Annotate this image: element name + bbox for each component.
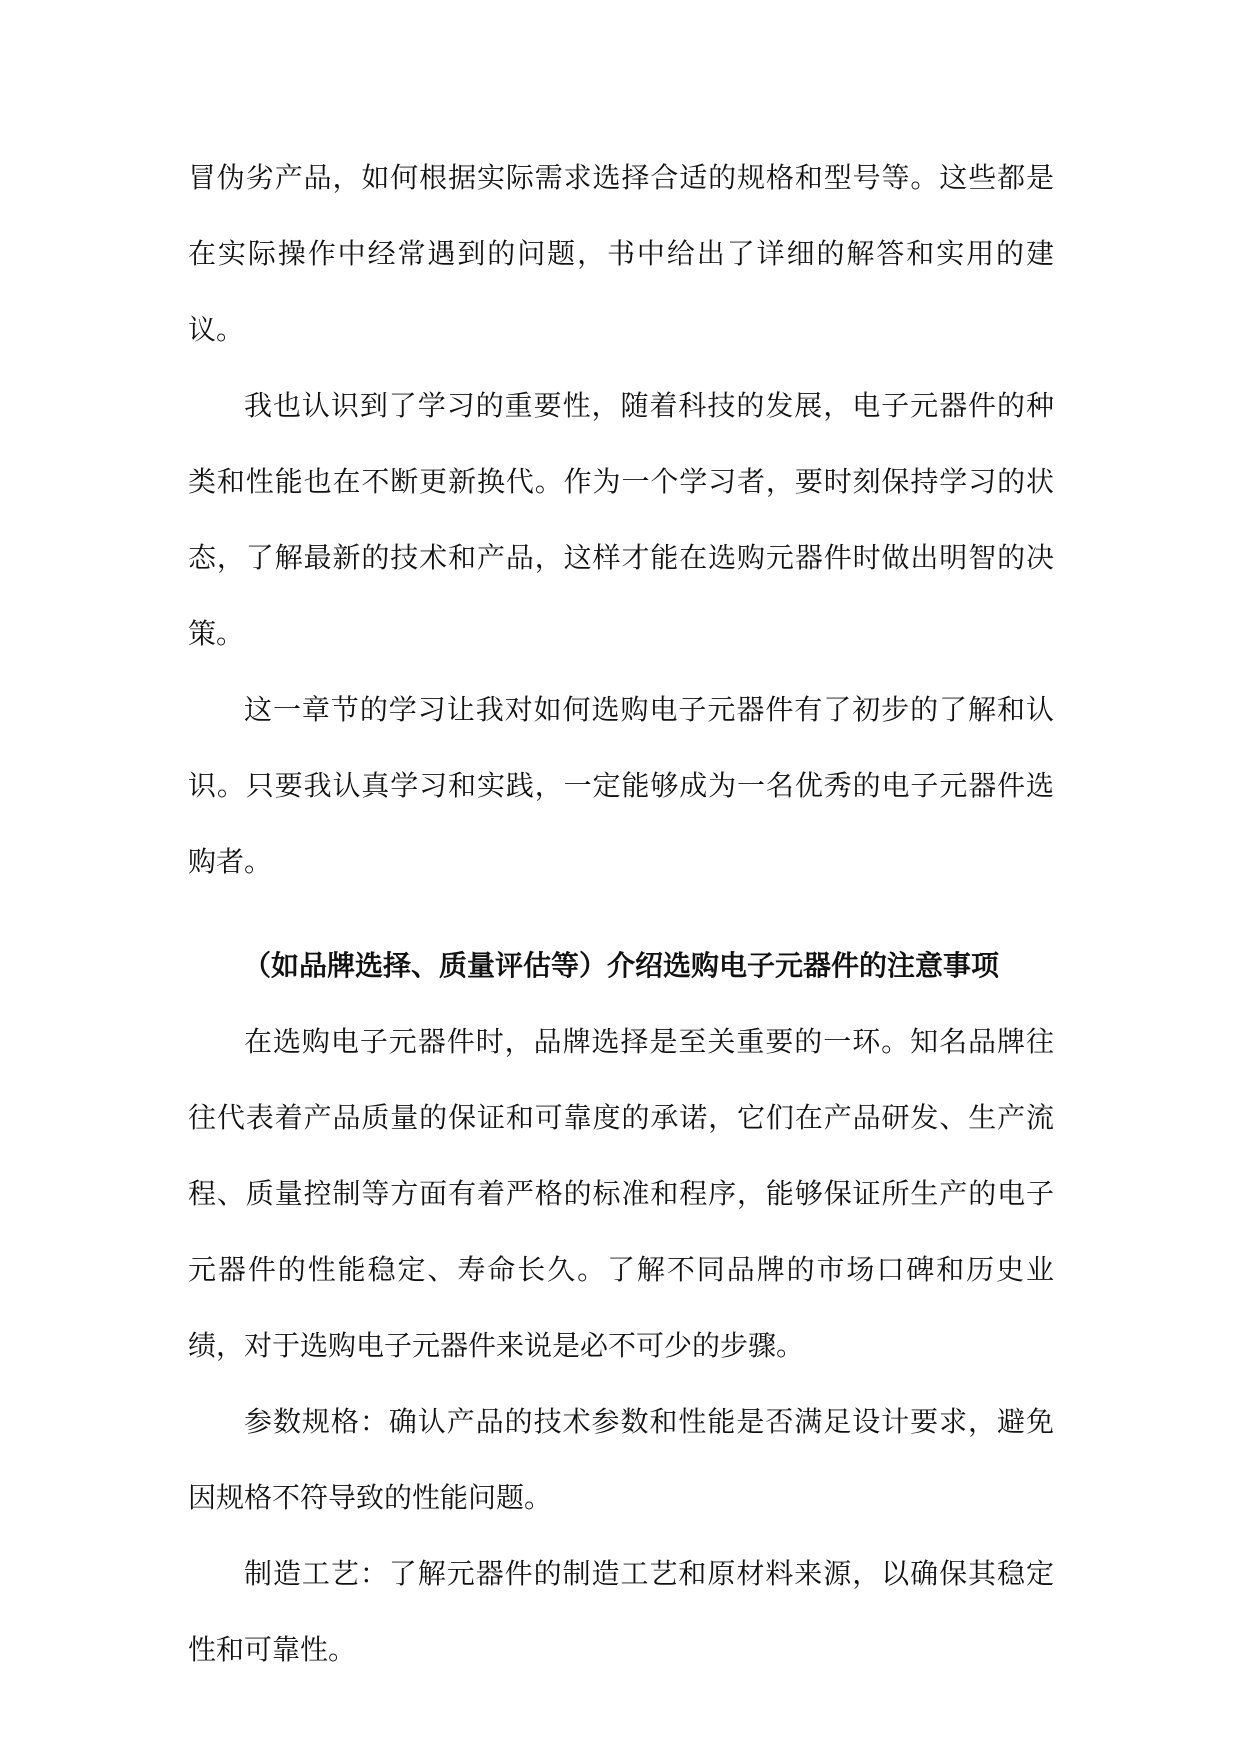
document-page — [188, 140, 1054, 1688]
section-heading: （如品牌选择、质量评估等）介绍选购电子元器件的注意事项 — [242, 949, 999, 982]
paragraph-3: 这一章节的学习让我对如何选购电子元器件有了初步的了解和认识。只要我认真学习和实践，一定能够成为一名优秀的电子元器件选购者。 — [188, 693, 1054, 878]
paragraph-6: 制造工艺：了解元器件的制造工艺和原材料来源，以确保其稳定性和可靠性。 — [188, 1557, 1054, 1666]
paragraph-1: 冒伪劣产品，如何根据实际需求选择合适的规格和型号等。这些都是在实际操作中经常遇到的问题，书中给出了详细的解答和实用的建议。 — [188, 161, 1054, 346]
paragraph-5: 参数规格：确认产品的技术参数和性能是否满足设计要求，避免因规格不符导致的性能问题。 — [188, 1405, 1054, 1514]
paragraph-2: 我也认识到了学习的重要性，随着科技的发展，电子元器件的种类和性能也在不断更新换代。作为一个学习者，要时刻保持学习的状态，了解最新的技术和产品，这样才能在选购元器件时做出明智的决策。 — [188, 389, 1054, 650]
paragraph-4: 在选购电子元器件时，品牌选择是至关重要的一环。知名品牌往往代表着产品质量的保证和可靠度的承诺，它们在产品研发、生产流程、质量控制等方面有着严格的标准和程序，能够保证所生产的电子元器件的性能稳定、寿命长久。了解不同品牌的市场口碑和历史业绩，对于选购电子元器件来说是必不可少的步骤。 — [188, 1025, 1054, 1362]
